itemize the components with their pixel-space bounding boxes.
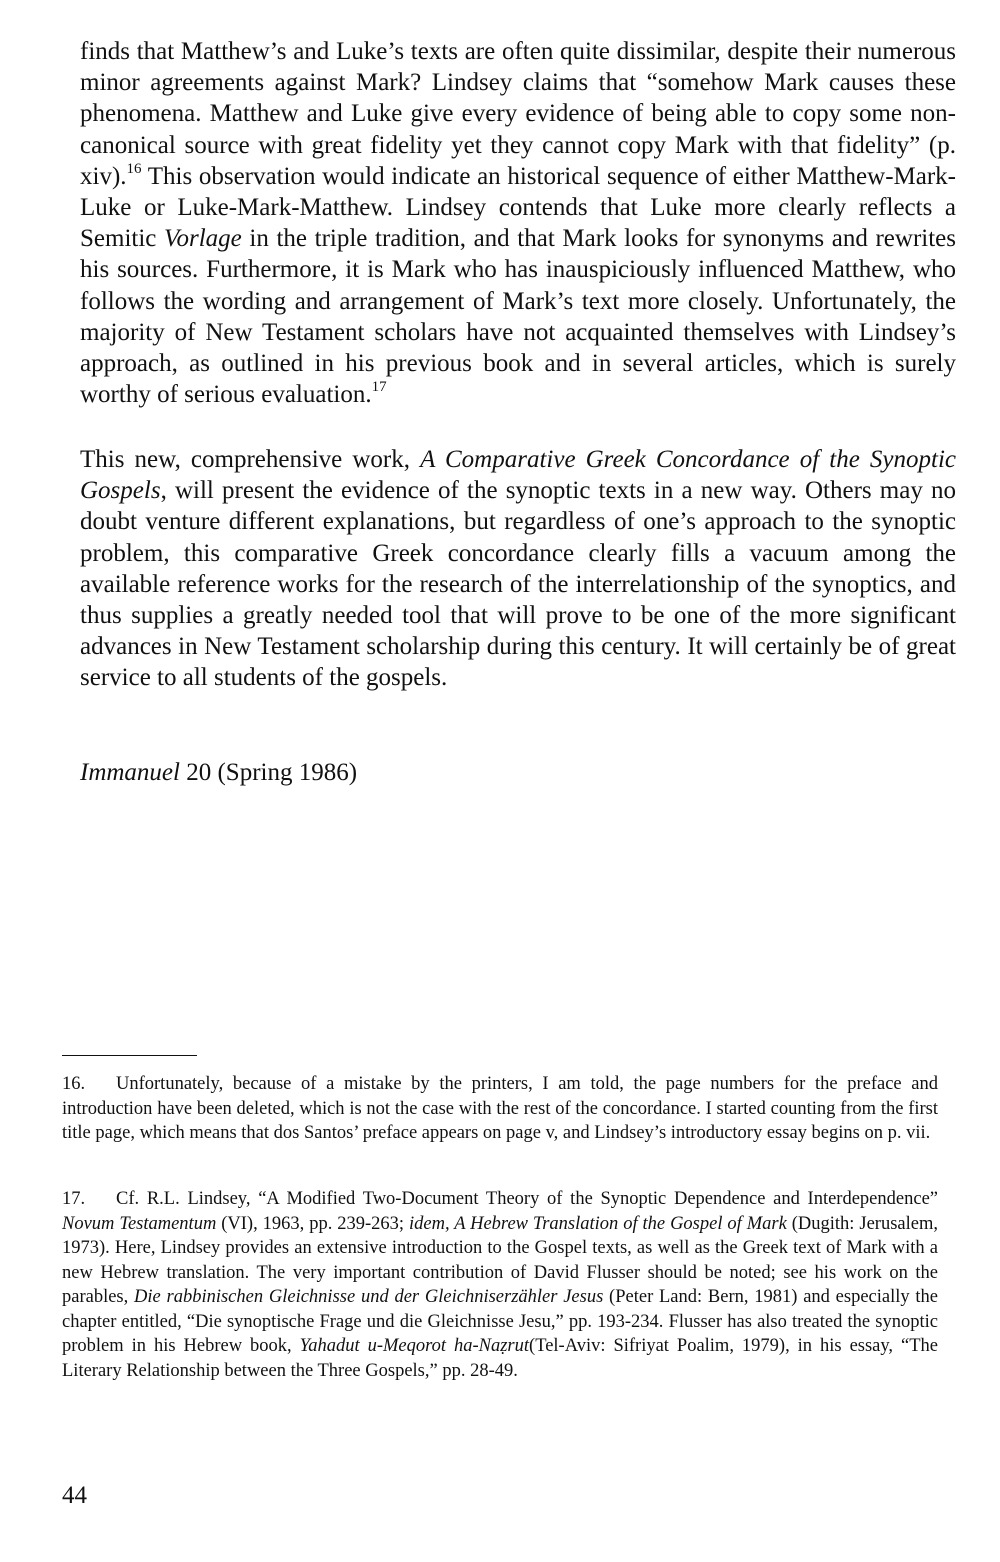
- journal-issue: 20 (Spring 1986): [179, 759, 358, 786]
- text-run: This observation would indicate an historical sequence of either Matthew-Mark-Luke or Luke-Mark-Matthew. Lindsey contends that Luke more clearly reflects a Semitic: [80, 162, 956, 253]
- italic-title: Die rabbinischen Gleichnisse und der Gleichniserzähler Jesus: [134, 1287, 604, 1307]
- footnote-number: 17.: [62, 1189, 86, 1209]
- body-paragraph-1: [80, 36, 956, 410]
- text-run: Cf. R.L. Lindsey, “A Modified Two-Document Theory of the Synoptic Dependence and Interdependence”: [116, 1189, 938, 1209]
- text-run: (Peter Land: Bern, 1981) and especially the chapter entitled, “Die synoptische Frage und die Gleichnisse Jesu,” pp. 193-234. Flusser has also treated the synoptic problem in his Hebrew book,: [62, 1287, 938, 1356]
- text-run: (VI), 1963, pp. 239-263;: [216, 1213, 410, 1234]
- body-paragraph-2: [80, 444, 956, 694]
- emphasis-vorlage: Vorlage: [164, 225, 242, 253]
- italic-title: Novum Testamentum: [62, 1213, 217, 1234]
- text-run: (Dugith: Jerusalem, 1973). Here, Lindsey provides an extensive introduction to the Gospel texts, as well as the Greek text of Mark with a new Hebrew translation. The very important contribution of David Flusser should be noted; see his work on the parables,: [62, 1213, 938, 1307]
- text-run: (Tel-Aviv: Sifriyat Poalim, 1979), in his essay, “The Literary Relationship between the Three Gospels,” pp. 28-49.: [62, 1336, 938, 1381]
- italic-title: idem, A Hebrew Translation of the Gospel of Mark: [409, 1213, 787, 1234]
- footnote-text: Unfortunately, because of a mistake by the printers, I am told, the page numbers for the preface and introduction have been deleted, which is not the case with the rest of the concordance. I started counting from the first title page, which means that dos Santos’ preface appears on page v, and Lindsey’s introductory essay begins on p. vii.: [62, 1074, 938, 1143]
- footnote-16: [62, 1072, 938, 1146]
- text-run: This new, comprehensive work,: [80, 446, 421, 473]
- footnote-number: 16.: [62, 1074, 86, 1094]
- italic-title: Yahadut u-Meqorot ha-Naẓrut: [299, 1336, 530, 1356]
- footnote-17: [62, 1187, 938, 1383]
- journal-name: Immanuel: [80, 759, 180, 786]
- footnote-divider: [62, 1055, 197, 1056]
- page-number: 44: [62, 1482, 87, 1509]
- footnote-ref-17[interactable]: 17: [371, 378, 387, 395]
- text-run: , will present the evidence of the synoptic texts in a new way. Others may no doubt venture different explanations, but regardless of one’s approach to the synoptic problem, this comparative Greek concordance clearly fills a vacuum among the available reference works for the research of the interrelationship of the synoptics, and thus supplies a greatly needed tool that will prove to be one of the more significant advances in New Testament scholarship during this century. It will certainly be of great service to all students of the gospels.: [80, 477, 956, 692]
- source-citation: [80, 757, 357, 789]
- text-run: in the triple tradition, and that Mark looks for synonyms and rewrites his sources. Furthermore, it is Mark who has inauspiciously influenced Matthew, who follows the wording and arrangement of Mark’s text more closely. Unfortunately, the majority of New Testament scholars have not acquainted themselves with Lindsey’s approach, as outlined in his previous book and in several articles, which is surely worthy of serious evaluation.: [80, 225, 956, 409]
- book-title: A Comparative Greek Concordance of the Synoptic Gospels: [80, 446, 957, 505]
- text-run: finds that Matthew’s and Luke’s texts are often quite dissimilar, despite their numerous minor agreements against Mark? Lindsey claims that “somehow Mark causes these phenomena. Matthew and Luke give every evidence of being able to copy some non-canonical source with great fidelity yet they cannot copy Mark with that fidelity” (p. xiv).: [80, 38, 956, 190]
- footnote-ref-16[interactable]: 16: [126, 160, 142, 177]
